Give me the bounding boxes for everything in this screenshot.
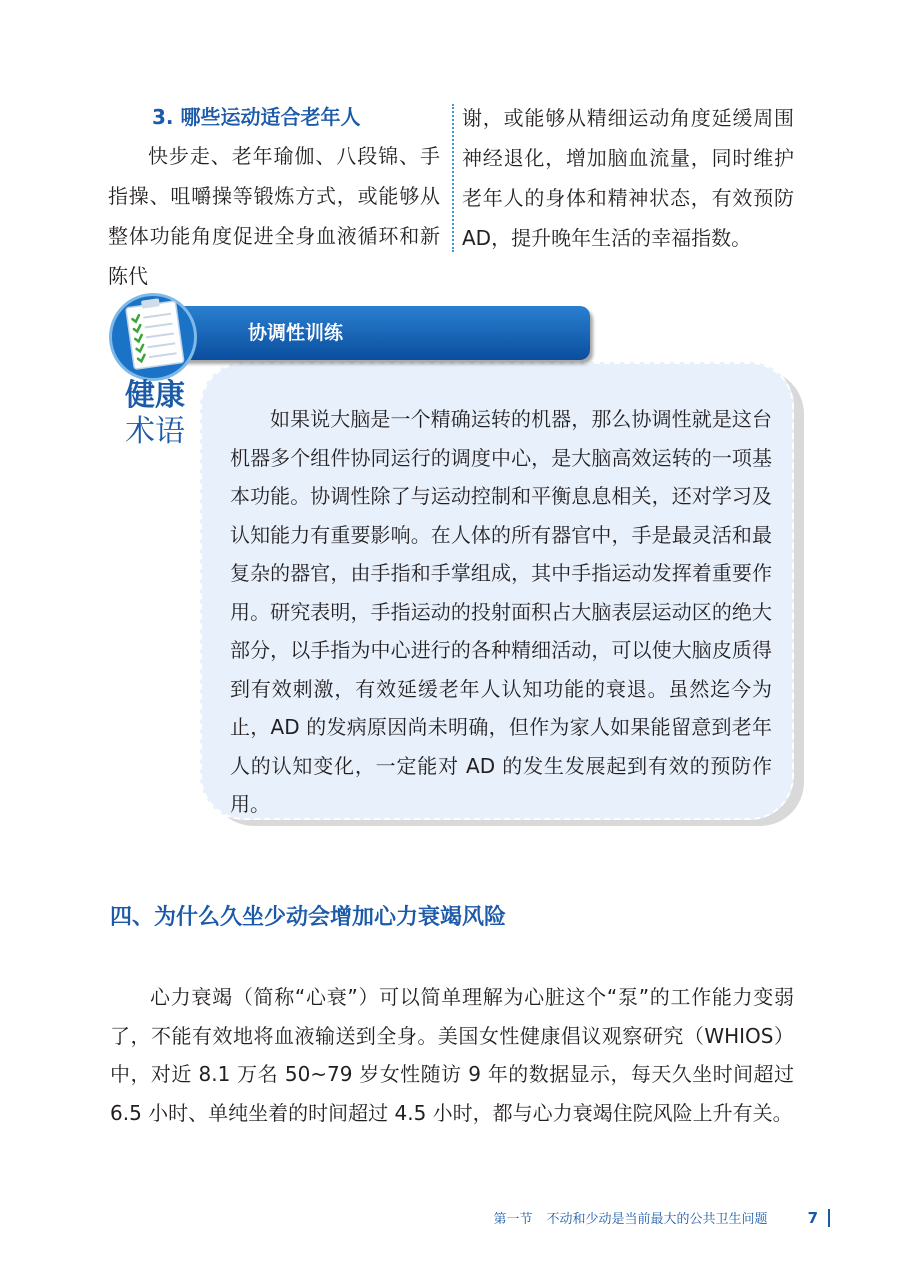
footer-chapter-title: 不动和少动是当前最大的公共卫生问题: [546, 1212, 768, 1227]
clipboard-checklist-icon: [120, 296, 192, 370]
page-footer: [494, 1208, 830, 1227]
footer-bar: [828, 1209, 830, 1227]
column-divider: [452, 104, 454, 252]
footer-section: 第一节: [493, 1212, 533, 1227]
term-banner: [150, 306, 590, 360]
term-label: [120, 378, 190, 450]
term-label-line2: 术语: [125, 414, 185, 449]
section-body-text: 心力衰竭（简称“心衰”）可以简单理解为心脏这个“泵”的工作能力变弱了，不能有效地将血液输送到全身。美国女性健康倡议观察研究（WHIOS）中，对近 8.1 万名 50~79 岁女性随访 9 年的数据显示，每天久坐时间超过 6.5 小时、单纯坐着的时间超过 4.5 小时，都与心力衰竭住院风险上升有关。: [110, 985, 794, 1125]
subsection-heading: 3. 哪些运动适合老年人: [152, 105, 361, 129]
term-label-line1: 健康: [125, 378, 185, 413]
page-number: 7: [807, 1208, 818, 1227]
right-column-text: 谢，或能够从精细运动角度延缓周围神经退化，增加脑血流量，同时维护老年人的身体和精神状态，有效预防AD，提升晚年生活的幸福指数。: [462, 106, 794, 250]
term-title: 协调性训练: [248, 322, 344, 344]
left-column-text: 快步走、老年瑜伽、八段锦、手指操、咀嚼操等锻炼方式，或能够从整体功能角度促进全身血液循环和新陈代: [108, 144, 440, 288]
right-column: [462, 98, 794, 258]
section-heading: 四、为什么久坐少动会增加心力衰竭风险: [110, 905, 507, 930]
left-column: [108, 98, 440, 296]
term-box-text: 如果说大脑是一个精确运转的机器，那么协调性就是这台机器多个组件协同运行的调度中心，是大脑高效运转的一项基本功能。协调性除了与运动控制和平衡息息相关，还对学习及认知能力有重要影响。在人体的所有器官中，手是最灵活和最复杂的器官，由手指和手掌组成，其中手指运动发挥着重要作用。研究表明，手指运动的投射面积占大脑表层运动区的绝大部分，以手指为中心进行的各种精细活动，可以使大脑皮质得到有效刺激，有效延缓老年人认知功能的衰退。虽然迄今为止，AD 的发病原因尚未明确，但作为家人如果能留意到老年人的认知变化，一定能对 AD 的发生发展起到有效的预防作用。: [230, 407, 772, 816]
